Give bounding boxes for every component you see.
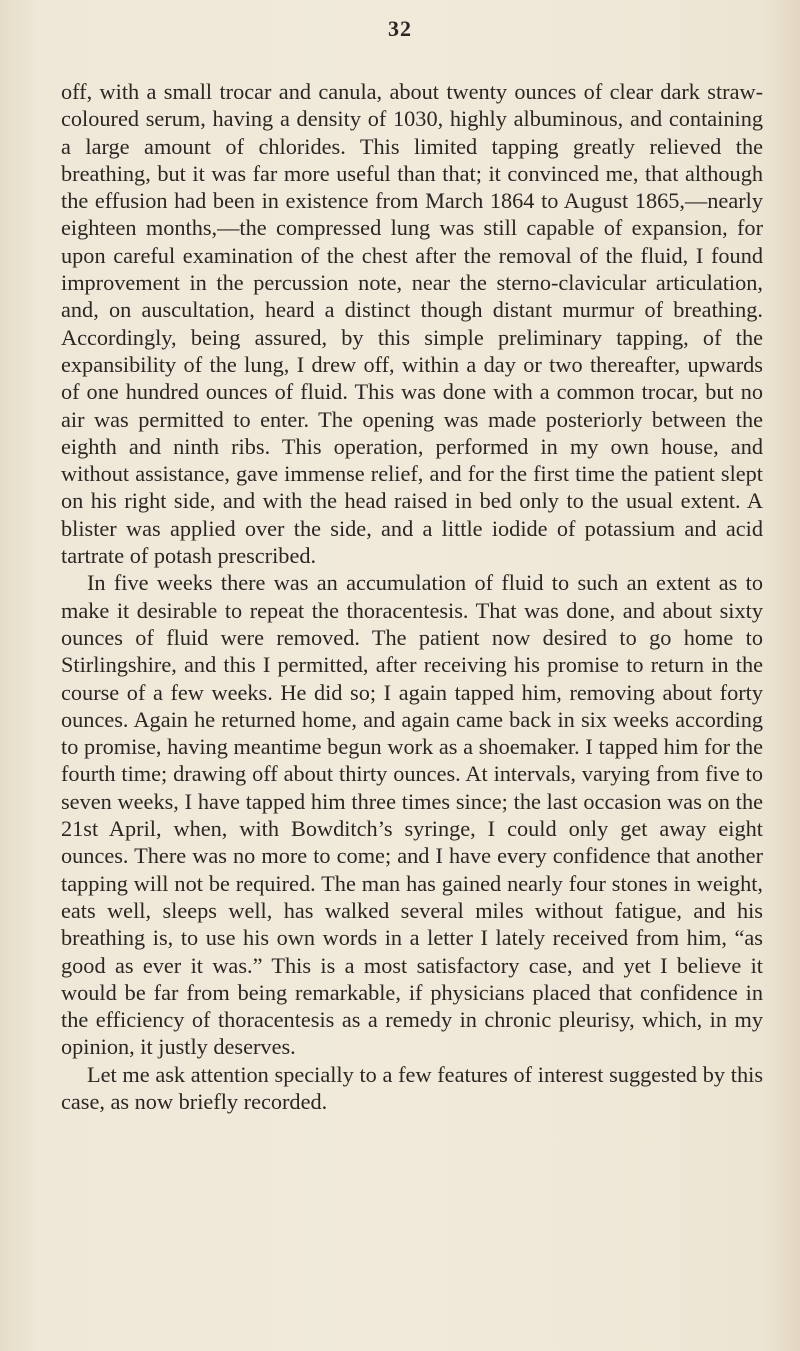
paragraph-repeat-tappings: In five weeks there was an accumulation of fluid to such an extent as to make it desirable to repeat the thoracentesis. That was done, and about sixty ounces of fluid were removed. The patient now desired to go home to Stirlingshire, and this I permitted, after receiving his promise to return in the course of a few weeks. He did so; I again tapped him, removing about forty ounces. Again he returned home, and again came back in six weeks according to promise, having meantime begun work as a shoemaker. I tapped him for the fourth time; drawing off about thirty ounces. At intervals, varying from five to seven weeks, I have tapped him three times since; the last occasion was on the 21st April, when, with Bowditch’s syringe, I could only get away eight ounces. There was no more to come; and I have every confidence that another tapping will not be required. The man has gained nearly four stones in weight, eats well, sleeps well, has walked several miles without fatigue, and his breathing is, to use his own words in a letter I lately received from him, “as good as ever it was.” This is a most satisfactory case, and yet I believe it would be far from being remarkable, if physicians placed that confidence in the efficiency of thoracentesis as a remedy in chronic pleurisy, which, in my opinion, it justly deserves.	[61, 570, 763, 1060]
body-text	[61, 78, 763, 1115]
page-number: 32	[388, 16, 412, 41]
paragraph-features-of-interest: Let me ask attention specially to a few features of interest suggested by this case, as now briefly recorded.	[61, 1061, 763, 1114]
paragraph-continuation: off, with a small trocar and canula, about twenty ounces of clear dark straw-coloured serum, having a density of 1030, highly albuminous, and containing a large amount of chlorides. This limited tapping greatly relieved the breathing, but it was far more useful than that; it convinced me, that although the effusion had been in existence from March 1864 to August 1865,—nearly eighteen months,—the compressed lung was still capable of expansion, for upon careful examination of the chest after the removal of the fluid, I found improvement in the percussion note, near the sterno-clavicular articulation, and, on auscultation, heard a distinct though distant murmur of breathing. Accordingly, being assured, by this simple preliminary tapping, of the expansibility of the lung, I drew off, within a day or two thereafter, upwards of one hundred ounces of fluid. This was done with a common trocar, but no air was permitted to enter. The opening was made posteriorly between the eighth and ninth ribs. This operation, performed in my own house, and without assistance, gave immense relief, and for the first time the patient slept on his right side, and with the head raised in bed only to the usual extent. A blister was applied over the side, and a little iodide of potassium and acid tartrate of potash prescribed.	[61, 79, 763, 569]
